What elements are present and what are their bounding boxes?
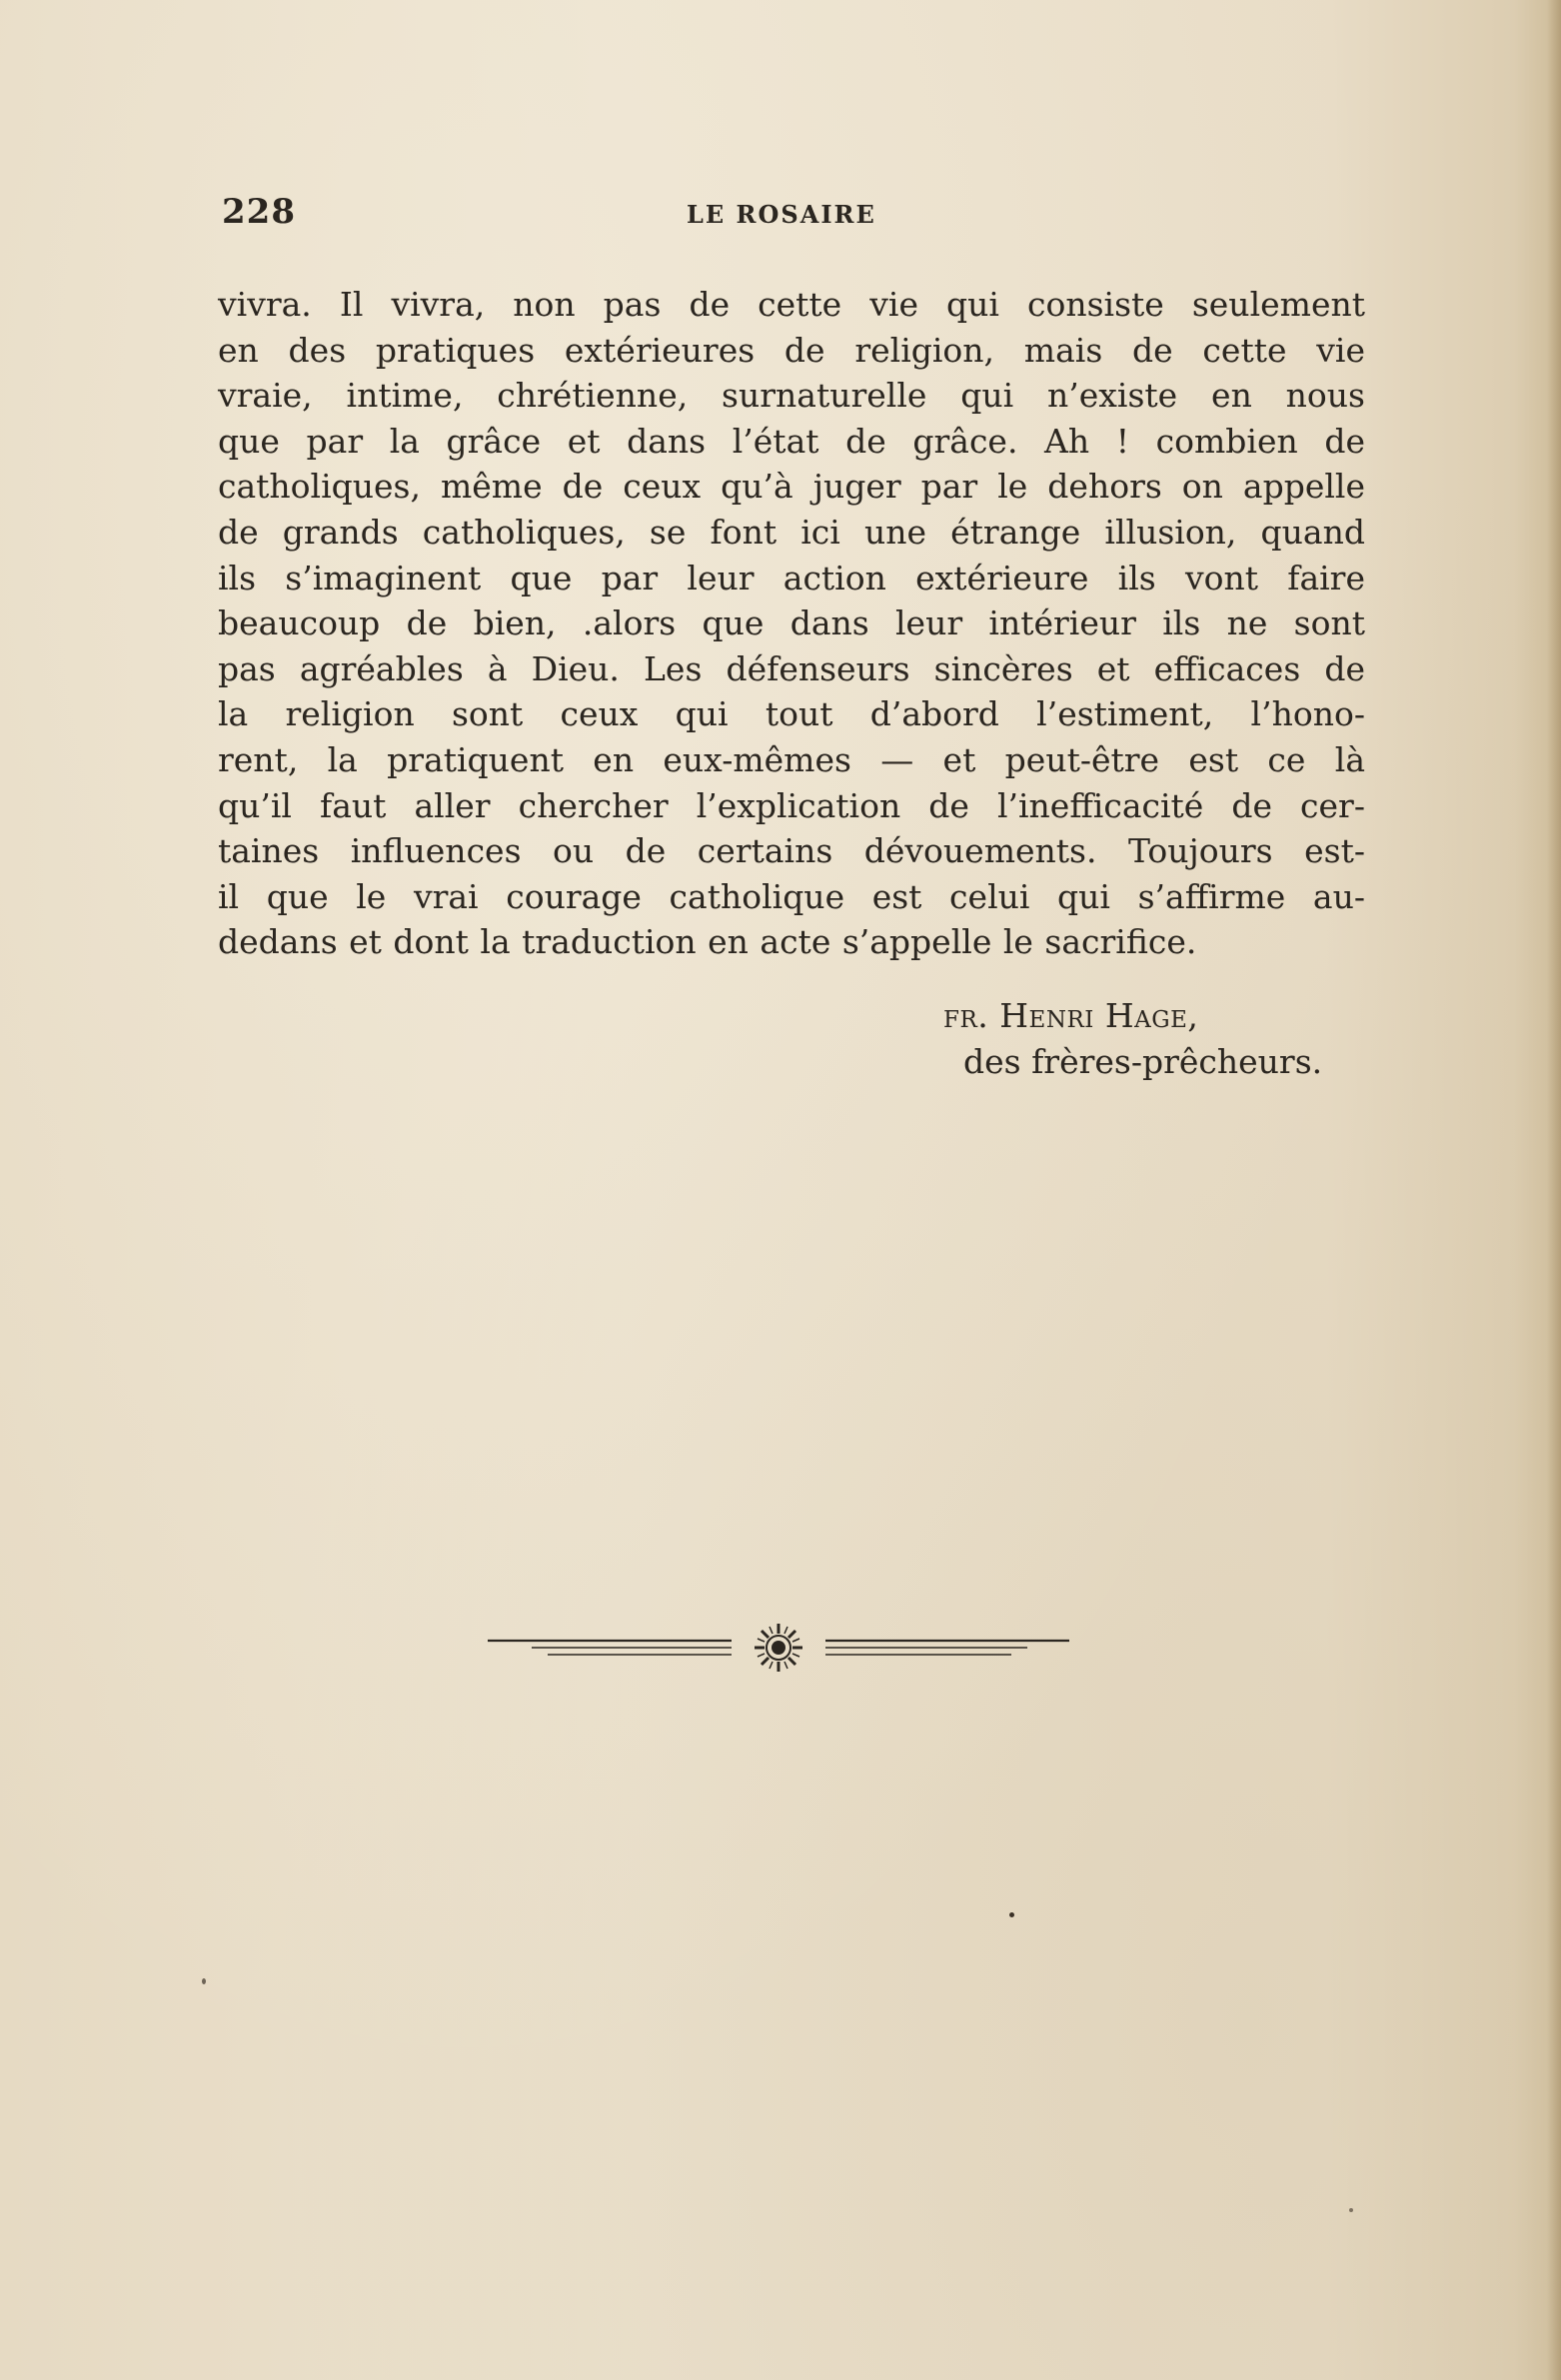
page-number: 228 [222,192,296,232]
section-ornament [488,1619,1069,1683]
text-line: taines influences ou de certains dévouements. Toujours est- [218,831,1365,871]
signature-block [943,993,1322,1085]
text-line: de grands catholiques, se font ici une étrange illusion, quand [218,512,1365,552]
text-line: vivra. Il vivra, non pas de cette vie qui consiste seulement [218,285,1365,324]
page-edge-shadow [1547,0,1561,2380]
text-line: qu’il faut aller chercher l’explication de l’inefficacité de cer- [218,785,1365,825]
text-line: la religion sont ceux qui tout d’abord l’estiment, l’hono- [218,694,1365,734]
text-line: que par la grâce et dans l’état de grâce. Ah ! combien de [218,421,1365,461]
text-line: vraie, intime, chrétienne, surnaturelle qui n’existe en nous [218,376,1365,416]
text-line: rent, la pratiquent en eux-mêmes — et peut-être est ce là [218,739,1365,779]
paper-speck [1009,1912,1014,1917]
sunburst-ornament-icon [488,1619,1069,1683]
body-text [218,282,1365,965]
paper-speck [1349,2208,1353,2212]
text-line: pas agréables à Dieu. Les défenseurs sincères et efficaces de [218,648,1365,688]
paper-speck [202,1978,206,1984]
running-head: LE ROSAIRE [687,200,876,229]
text-line: dedans et dont la traduction en acte s’appelle le sacrifice. [218,922,1197,962]
text-line: beaucoup de bien, .alors que dans leur intérieur ils ne sont [218,603,1365,643]
text-line: catholiques, même de ceux qu’à juger par le dehors on appelle [218,467,1365,507]
text-line: il que le vrai courage catholique est celui qui s’affirme au- [218,876,1365,916]
text-line: en des pratiques extérieures de religion, mais de cette vie [218,330,1365,370]
author-name: fr. Henri Hage, [943,996,1199,1035]
page-header [222,192,1363,238]
author-order: des frères-prêcheurs. [963,1042,1323,1081]
text-line: ils s’imaginent que par leur action extérieure ils vont faire [218,558,1365,597]
